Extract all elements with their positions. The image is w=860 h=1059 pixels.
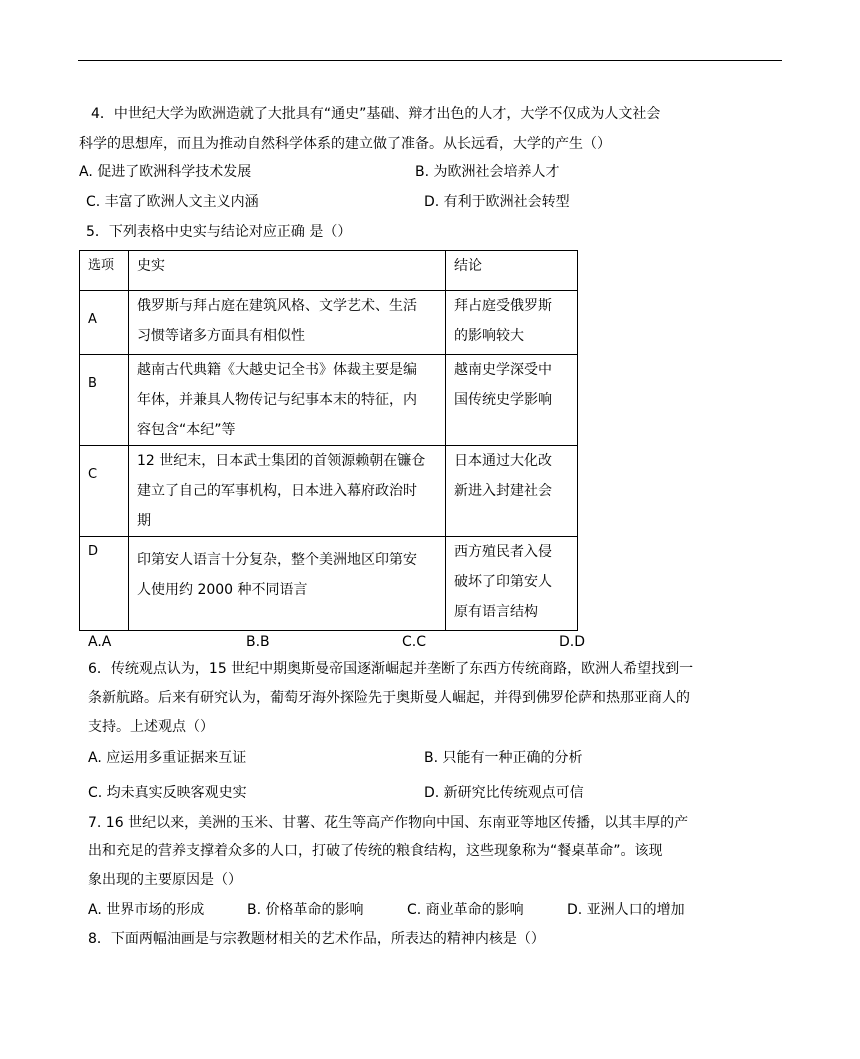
row-fact [129, 355, 446, 446]
row-fact [129, 446, 446, 537]
row-fact [129, 291, 446, 355]
q4-option-b: B. 为欧洲社会培养人才 [415, 164, 560, 180]
fact-line: 印第安人语言十分复杂，整个美洲地区印第安 [137, 552, 417, 568]
q5-option-b: B.B [246, 634, 270, 650]
q6-option-a: A. 应运用多重证据来互证 [88, 750, 247, 766]
q4-stem-line2: 科学的思想库，而且为推动自然科学体系的建立做了准备。从长远看，大学的产生（） [79, 136, 611, 152]
row-conclusion [446, 537, 578, 631]
header-fact: 史实 [129, 251, 446, 291]
conclusion-line: 国传统史学影响 [454, 392, 552, 408]
q6-option-d: D. 新研究比传统观点可信 [424, 785, 584, 801]
q5-option-c: C.C [402, 634, 427, 650]
q4-option-d: D. 有利于欧洲社会转型 [424, 194, 570, 210]
q5-option-d: D.D [559, 634, 586, 650]
q4-stem-line1: 4．中世纪大学为欧洲造就了大批具有“通史”基础、辩才出色的人才，大学不仅成为人文社会 [91, 106, 661, 122]
q4-option-c: C. 丰富了欧洲人文主义内涵 [86, 194, 259, 210]
fact-line: 期 [137, 513, 151, 529]
q7-option-b: B. 价格革命的影响 [247, 902, 364, 918]
table-row [80, 355, 578, 446]
header-rule [78, 60, 782, 61]
fact-line: 习惯等诸多方面具有相似性 [137, 328, 305, 344]
q6-option-c: C. 均未真实反映客观史实 [88, 785, 247, 801]
q5-option-a: A.A [88, 634, 112, 650]
row-option: A [80, 291, 129, 355]
header-option: 选项 [80, 251, 129, 291]
row-conclusion [446, 446, 578, 537]
q7-stem-line3: 象出现的主要原因是（） [88, 872, 242, 888]
q6-option-b: B. 只能有一种正确的分析 [424, 750, 583, 766]
header-conclusion: 结论 [446, 251, 578, 291]
q7-option-a: A. 世界市场的形成 [88, 902, 205, 918]
q4-option-a: A. 促进了欧洲科学技术发展 [79, 164, 252, 180]
row-conclusion [446, 355, 578, 446]
q7-stem-line1: 7. 16 世纪以来，美洲的玉米、甘薯、花生等高产作物向中国、东南亚等地区传播，以其丰厚的产 [88, 815, 689, 831]
q6-stem-line2: 条新航路。后来有研究认为，葡萄牙海外探险先于奥斯曼人崛起，并得到佛罗伦萨和热那亚商人的 [88, 690, 690, 706]
table-row [80, 291, 578, 355]
table-row [80, 446, 578, 537]
q6-stem-line1: 6．传统观点认为，15 世纪中期奥斯曼帝国逐渐崛起并垄断了东西方传统商路，欧洲人希望找到一 [88, 661, 694, 677]
conclusion-line: 的影响较大 [454, 328, 524, 344]
q5-stem: 5．下列表格中史实与结论对应正确 是（） [86, 224, 352, 240]
row-option: D [80, 537, 129, 631]
fact-line: 容包含“本纪”等 [137, 422, 236, 438]
conclusion-line: 原有语言结构 [454, 604, 538, 620]
fact-line: 俄罗斯与拜占庭在建筑风格、文学艺术、生活 [137, 298, 417, 314]
fact-line: 年体，并兼具人物传记与纪事本末的特征，内 [137, 392, 417, 408]
conclusion-line: 新进入封建社会 [454, 483, 552, 499]
q7-option-c: C. 商业革命的影响 [407, 902, 524, 918]
q8-stem: 8．下面两幅油画是与宗教题材相关的艺术作品，所表达的精神内核是（） [88, 931, 545, 947]
row-option: C [80, 446, 129, 537]
row-option: B [80, 355, 129, 446]
q6-stem-line3: 支持。上述观点（） [88, 719, 214, 735]
conclusion-line: 日本通过大化改 [454, 453, 552, 469]
fact-line: 建立了自己的军事机构，日本进入幕府政治时 [137, 483, 417, 499]
conclusion-line: 破坏了印第安人 [454, 574, 552, 590]
q7-stem-line2: 出和充足的营养支撑着众多的人口，打破了传统的粮食结构，这些现象称为“餐桌革命”。该现 [88, 843, 663, 859]
fact-line: 人使用约 2000 种不同语言 [137, 582, 308, 598]
q5-table [79, 250, 578, 631]
conclusion-line: 西方殖民者入侵 [454, 544, 552, 560]
row-fact [129, 537, 446, 631]
table-header-row [80, 251, 578, 291]
table-row [80, 537, 578, 631]
q7-option-d: D. 亚洲人口的增加 [567, 902, 685, 918]
fact-line: 越南古代典籍《大越史记全书》体裁主要是编 [137, 362, 417, 378]
fact-line: 12 世纪末，日本武士集团的首领源赖朝在镰仓 [137, 453, 426, 469]
conclusion-line: 拜占庭受俄罗斯 [454, 298, 552, 314]
conclusion-line: 越南史学深受中 [454, 362, 552, 378]
row-conclusion [446, 291, 578, 355]
